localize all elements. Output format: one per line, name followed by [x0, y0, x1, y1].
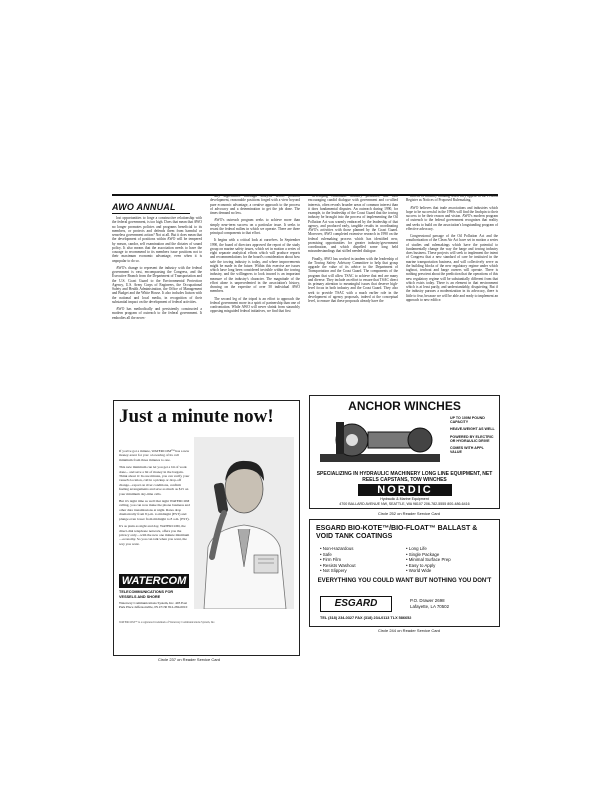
watercom-footnote: WATERCOM™ is a registered trademark of Waterway Communications System, Inc. — [119, 621, 216, 624]
address-line: P.O. Drawer 2698 — [410, 598, 445, 603]
watercom-ad — [113, 400, 300, 656]
reader-service-note: Circle 252 on Reader Service Card — [378, 511, 441, 516]
benefit-item: • Firm Film — [320, 557, 342, 562]
feature-item: POWERED BY ELECTRIC OR HYDRAULIC DRIVE — [450, 434, 494, 443]
nordic-ad — [309, 395, 500, 509]
paragraph: AWO believes that trade associations and industries which hope to be successful in the 1990s will find the linchpin to their success to be their reason and vision. AWO's modern program of outreach to the federal government recognizes that reality and seeks to build on the association's longstanding program of effective advocacy. — [406, 205, 498, 231]
esgard-logo: ESGARD — [320, 596, 392, 612]
watercom-address: Waterway Communications System, Inc. 403 East Park Place Jeffersonville, IN 47130 812-284-0010 — [119, 601, 188, 610]
benefit-list — [320, 546, 356, 574]
esgard-ad — [309, 519, 500, 627]
slogan: EVERYTHING YOU COULD WANT BUT NOTHING YOU DON'T — [317, 578, 492, 584]
benefit-item: • Not Slippery — [320, 568, 347, 573]
paragraph: developing reasonable industry positions, and then encouraging candid dialogue with government and co-allied interests, often reveals broader areas of common interest than it does fundamental disputes. An outreach during 1990, for example, to the leadership of the Coast Guard that the towing industry be brought into the process of implementing the Oil Pollution Act was warmly embraced by the leadership of that agency, and produced early, tangible results in coordinating AWO's activities with those planned by the Coast Guard. Moreover, AWO completed extensive research in 1990 on the federal rulemaking process which has identified new, promising opportunities for greater industry/government coordination, and which dispelled some long held misunderstandings that stifled needed dialogue. — [308, 194, 398, 254]
feature-item: HEAVE-WEIGHT AS WELL — [450, 427, 495, 432]
section-underline — [112, 213, 190, 214]
paragraph: The second leg of the tripod is an effort to approach the federal government more in a spirit of partnership than one of confrontation. While AWO will never shrink from staunchly opposing misguided federal initiatives, we find that first — [210, 296, 300, 314]
benefit-item: • Minimal Surface Prep — [406, 557, 451, 562]
watercom-tagline: TELECOMMUNICATIONS FOR VESSELS AND SHORE — [119, 590, 174, 599]
nordic-address: 4700 BALLARD AVENUE NW, SEATTLE, WA 98107 206-782-5555 800-486-6416 — [339, 502, 470, 506]
benefit-item: • Resists Washout — [320, 562, 356, 568]
benefit-item: • Safe — [320, 551, 332, 557]
paragraph: benefit of industry thinking when they appear in the Federal Register as Notices of Proposed Rulemaking. — [406, 194, 498, 203]
esgard-address — [410, 598, 449, 609]
benefit-item: • Non-Hazardous — [320, 546, 354, 551]
feature-list — [450, 416, 496, 457]
benefit-item: • Easy to Apply — [406, 562, 436, 568]
ad-paragraph: But it's night time as well that night WATERCOM calling, you can now make the phone business and other data transmissions at night. Rates drop dramatically from 8 p.m. to midnight (EST) and plunge even lower from midnight to 8 a.m. (EST). — [119, 499, 190, 521]
paragraph: Finally, AWO has worked in tandem with the leadership of the Towing Safety Advisory Committee to help that group upgrade the value of its advice to the Department of Transportation and the Coast Guard. The components of the program that will allow TSAC to achieve that end are many and diverse. They include an effort to ensure that TSAC direct its primary attention to meaningful issues that deserve high-level focus in both industry and the Coast Guard. They also seek to provide TSAC with a much earlier role in the development of agency proposals, indeed at the conceptual level, to ensure that these proposals already have the — [308, 256, 398, 303]
reader-service-note: Circle 244 on Reader Service Card — [378, 628, 441, 633]
paragraph: sary ingredients: thorough analysis before position development, reasonable positions forged with a view beyond pure economic advantage, a creative approach to the process of advocacy and a determination to get the job done. The times demand no less. — [210, 194, 300, 215]
ad-paragraph: This new minimum can let you get a bit of work done... and save a bit of money in the bargain. Think about it: In one minute, you can verify your vessel's location, call in a pickup or drop-off change—report on river conditions, confirm fueling arrangements and save as much as $15 on your minimum day-time calls. — [119, 465, 190, 496]
paragraph: AWO has methodically and persistently constructed a modern program of outreach to the federal government. It embodies all the neces- — [112, 307, 202, 320]
article-column-1 — [112, 216, 202, 323]
ad-paragraph: It's as plain as night and day, WATERCOM, the direct-dial telephone network, offers you the privacy only—with the new one minute minimum—economy. So you can talk when you want, the way you want. — [119, 524, 190, 546]
benefit-list — [406, 546, 451, 574]
ad-title: ESGARD BIO-KOTE™/BIO-FLOAT™ BALLAST & VOID TANK COATINGS — [316, 525, 478, 540]
paragraph: It begins with a critical look at ourselves. In September 1990, the board of directors approved the report of the study group on marine safety issues, which set in motion a series of eight separate analytical efforts which will produce reports and recommendations for the board's consideration about how safe the towing industry is today, and where improvements might be made in the future. Within this exercise are issues which have long been considered invisible within the towing industry, and the willingness to look inward is an important measure of the industry's character. The magnitude of the effort alone is unprecedented in the association's history, drawing on the expertise of over 50 individual AWO members. — [210, 238, 300, 294]
nordic-subtitle: Hydraulic & Marine Equipment — [380, 497, 429, 501]
benefit-item: • Long Life — [406, 546, 427, 551]
watercom-logo: WATERCOM — [119, 574, 189, 588]
article-column-2 — [210, 194, 300, 317]
ad-title: ANCHOR WINCHES — [348, 399, 461, 413]
man-on-phone-photo — [194, 437, 294, 609]
reader-service-note: Circle 237 on Reader Service Card — [158, 657, 221, 662]
winch-illustration — [316, 416, 444, 468]
nordic-logo: NORDIC — [358, 484, 452, 496]
paragraph: lost opportunities to forge a constructive relationship with the federal government, is too high. Does that mean that AWO no longer promotes policies and programs beneficial to its members, or protects and defends them from harmful or senseless government action? Not at all. But it does mean that the development of positions within AWO will be tempered by reason, candor, self examination and the dictates of sound policy. It also means that the association needs to have the courage to recommend to its members issue positions not to their maximum economic advantage, even when it is unpopular to do so. — [112, 216, 202, 263]
ad-headline: Just a minute now! — [119, 406, 274, 427]
benefit-item: • World Wide — [406, 568, 432, 573]
benefit-item: • Single Package — [406, 551, 440, 557]
paragraph: Congressional passage of the Oil Pollution Act and the reauthorization of the Clean Air Act have set in motion a series of studies and rulemakings which have the potential to fundamentally change the way the barge and towing industry does business. These projects will seek to implement the intent of Congress that a new standard of care be instituted in the marine transportation business, and will collectively serve as the building blocks of the new regulatory regime under which tugboat, towboat and barge owners will operate. There is nothing prescient about the prediction that the operations of this new regulatory regime will be substantially different from that which exists today. There is an element in that environment which is at least partly, and understandably, disquieting. But if the industry pursues a modernization in its advocacy, there is little to fear, because we will be able and ready to implement an approach to new edifice. — [406, 234, 498, 302]
paragraph: AWO's change to represent the industry with the federal government is vast, encompassing the Congress, and the Executive Branch from the Department of Transportation and the U.S. Coast Guard to the Environmental Protection Agency, U.S. Army Corps of Engineers, the Occupational Safety and Health Administration, the Office of Management and Budget and the White House. It also includes liaison with the national and local media, in recognition of their substantial impact on the development of federal activities. — [112, 265, 202, 304]
specialty-text: SPECIALIZING IN HYDRAULIC MACHINERY LONG LINE EQUIPMENT, NET REELS CAPSTANS, TOW WINCHES — [316, 471, 493, 483]
feature-item: COMES WITH APPL VALUE — [450, 446, 484, 455]
feature-item: UP TO 100M POUND CAPACITY — [450, 416, 485, 425]
esgard-phone: TEL (318) 234-0327 FAX (318) 234-0113 TLX 586652 — [320, 616, 412, 620]
article-column-4 — [406, 194, 498, 305]
paragraph: AWO's outreach program seeks to achieve more than simply near-term success on a particular issue. It seeks to recast the federal milieu in which we operate. There are three principal components to that effort. — [210, 218, 300, 235]
ad-paragraph: If you've got a minute, WATERCOM™ has a new money-saver for you: a lowering of its call minimum from three minutes to one. — [119, 449, 190, 462]
section-label: AWO ANNUAL — [112, 202, 176, 212]
article-column-3 — [308, 194, 398, 306]
address-line: Lafayette, LA 70502 — [410, 603, 450, 609]
ad-body — [119, 449, 191, 549]
